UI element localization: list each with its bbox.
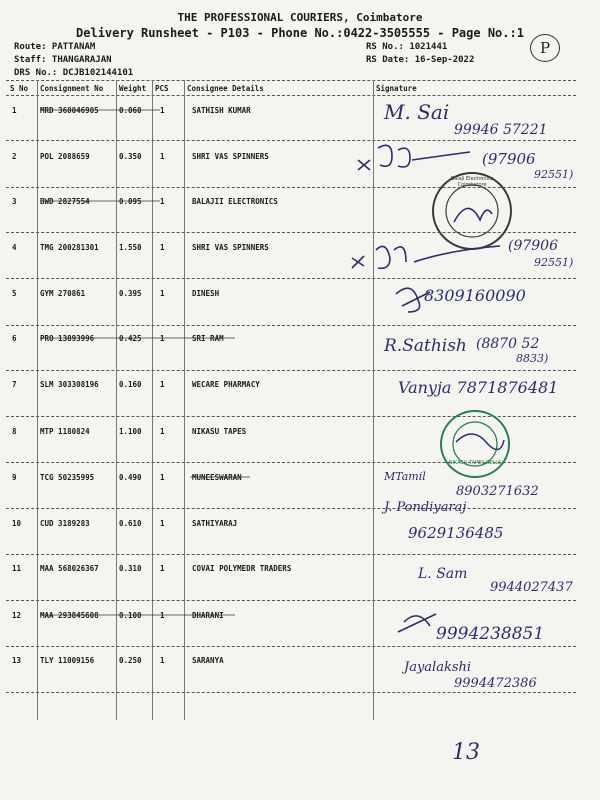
row-consignment: MRD 360046905 <box>40 106 99 115</box>
signature-row1: M. Sai <box>384 100 450 124</box>
row-pcs: 1 <box>160 289 165 298</box>
row-separator <box>6 278 576 279</box>
page-total-count: 13 <box>452 740 480 765</box>
header-bottom-rule <box>6 95 576 96</box>
col-divider <box>37 80 38 720</box>
col-divider <box>152 80 153 720</box>
row-consignment: BWD 2827554 <box>40 197 90 206</box>
row-pcs: 1 <box>160 656 165 665</box>
signature-row13: Jayalakshi <box>404 660 472 675</box>
row-sno: 11 <box>12 564 22 573</box>
row-sno: 2 <box>12 152 17 161</box>
phone-row6-a: (8870 52 <box>476 336 540 352</box>
phone-row2-b: 92551) <box>534 168 574 181</box>
balaji-electronics-stamp <box>432 172 512 250</box>
company-title: THE PROFESSIONAL COURIERS, Coimbatore <box>177 11 423 24</box>
rs-date: RS Date: 16-Sep-2022 <box>366 55 475 65</box>
row-separator <box>6 692 576 693</box>
row-consignee: SRI RAM <box>192 334 224 343</box>
row-consignee: COVAI POLYMEDR TRADERS <box>192 564 292 573</box>
row-separator <box>6 646 576 647</box>
row-separator <box>6 508 576 509</box>
row-weight: 0.395 <box>119 289 142 298</box>
phone-row1: 99946 57221 <box>454 122 548 138</box>
row-pcs: 1 <box>160 473 165 482</box>
header-top-rule <box>6 80 576 81</box>
phone-row11: 9944027437 <box>490 580 573 595</box>
row-pcs: 1 <box>160 519 165 528</box>
row-pcs: 1 <box>160 427 165 436</box>
drs-number: DRS No.: DCJB102144101 <box>14 68 134 78</box>
row-consignment: GYM 270861 <box>40 289 86 298</box>
phone-row12: 9994238851 <box>436 624 545 644</box>
stamp-text: NIKASU TAPES BELLS <box>448 460 502 466</box>
row-pcs: 1 <box>160 334 165 343</box>
col-divider <box>373 80 374 720</box>
staff-label: Staff: THANGARAJAN <box>14 55 112 65</box>
row-sno: 5 <box>12 289 17 298</box>
row-separator <box>6 600 576 601</box>
row-sno: 6 <box>12 334 17 343</box>
row-consignee: NIKASU TAPES <box>192 427 247 436</box>
row-weight: 0.610 <box>119 519 142 528</box>
row-consignee: SATHISH KUMAR <box>192 106 251 115</box>
page-mark: P <box>530 34 560 62</box>
row-consignee: WECARE PHARMACY <box>192 380 260 389</box>
row-consignment: MTP 1180824 <box>40 427 90 436</box>
signature-row9: MTamil <box>384 470 426 483</box>
row-consignment: MAA 568026367 <box>40 564 99 573</box>
row-sno: 13 <box>12 656 22 665</box>
route-label: Route: PATTANAM <box>14 42 96 52</box>
phone-row5: 8309160090 <box>424 286 526 305</box>
row-consignee: SATHIYARAJ <box>192 519 238 528</box>
row-sno: 7 <box>12 380 17 389</box>
phone-row10: 9629136485 <box>408 524 504 542</box>
row-sno: 8 <box>12 427 17 436</box>
row-sno: 3 <box>12 197 17 206</box>
row-weight: 0.350 <box>119 152 142 161</box>
phone-row4-a: (97906 <box>508 238 558 254</box>
row-weight: 1.100 <box>119 427 142 436</box>
row-separator <box>6 370 576 371</box>
row-consignee: SHRI VAS SPINNERS <box>192 152 269 161</box>
row-sno: 12 <box>12 611 22 620</box>
col-header-consignment: Consignment No <box>40 84 104 93</box>
col-header-weight: Weight <box>119 84 147 93</box>
row-sno: 4 <box>12 243 17 252</box>
row-pcs: 1 <box>160 611 165 620</box>
row-weight: 0.100 <box>119 611 142 620</box>
row-consignee: DINESH <box>192 289 220 298</box>
row-weight: 0.490 <box>119 473 142 482</box>
signature-row6: R.Sathish <box>384 336 467 356</box>
col-header-pcs: PCS <box>155 84 169 93</box>
row-pcs: 1 <box>160 243 165 252</box>
phone-row13: 9994472386 <box>454 676 537 691</box>
row-consignment: MAA 293845608 <box>40 611 99 620</box>
row-consignee: MUNEESWARAN <box>192 473 242 482</box>
row-consignment: CUD 3189283 <box>40 519 90 528</box>
signature-row11: L. Sam <box>418 566 468 582</box>
col-divider <box>116 80 117 720</box>
nikasu-tapes-stamp <box>440 410 510 478</box>
row-consignment: POL 2088659 <box>40 152 90 161</box>
row-separator <box>6 554 576 555</box>
stamp-ring-icon <box>442 412 508 476</box>
phone-row6-b: 8833) <box>516 352 549 365</box>
phone-row2-a: (97906 <box>482 150 536 168</box>
row-pcs: 1 <box>160 380 165 389</box>
col-header-signature: Signature <box>376 84 417 93</box>
col-divider <box>184 80 185 720</box>
phone-row9: 8903271632 <box>456 484 539 499</box>
row-consignment: TLY 11009156 <box>40 656 95 665</box>
col-header-sno: S No <box>10 84 29 93</box>
row-consignee: SHRI VAS SPINNERS <box>192 243 269 252</box>
row-pcs: 1 <box>160 106 165 115</box>
row-pcs: 1 <box>160 564 165 573</box>
row-weight: 0.310 <box>119 564 142 573</box>
row-weight: 0.425 <box>119 334 142 343</box>
row-consignment: TCG 50235995 <box>40 473 95 482</box>
row-separator <box>6 140 576 141</box>
row-weight: 0.160 <box>119 380 142 389</box>
row-pcs: 1 <box>160 197 165 206</box>
row-weight: 1.550 <box>119 243 142 252</box>
row-weight: 0.095 <box>119 197 142 206</box>
row-consignment: SLM 303308196 <box>40 380 99 389</box>
row-weight: 0.060 <box>119 106 142 115</box>
signature-row7: Vanyja 7871876481 <box>398 378 559 397</box>
rs-number: RS No.: 1021441 <box>366 42 448 52</box>
row-separator <box>6 325 576 326</box>
row-consignment: PRO 13893996 <box>40 334 95 343</box>
row-sno: 10 <box>12 519 22 528</box>
stamp-text: Balaji Electronics Coimbatore <box>450 176 494 188</box>
row-consignment: TMG 200281301 <box>40 243 99 252</box>
row-weight: 0.250 <box>119 656 142 665</box>
row-sno: 9 <box>12 473 17 482</box>
row-sno: 1 <box>12 106 17 115</box>
col-header-consignee: Consignee Details <box>187 84 264 93</box>
phone-row4-b: 92551) <box>534 256 574 269</box>
row-consignee: DHARANI <box>192 611 224 620</box>
runsheet-subtitle: Delivery Runsheet - P103 - Phone No.:0422-3505555 - Page No.:1 <box>76 26 524 40</box>
row-consignee: BALAJII ELECTRONICS <box>192 197 278 206</box>
row-pcs: 1 <box>160 152 165 161</box>
row-consignee: SARANYA <box>192 656 224 665</box>
signature-row10: J. Pondiyaraj <box>384 500 467 515</box>
